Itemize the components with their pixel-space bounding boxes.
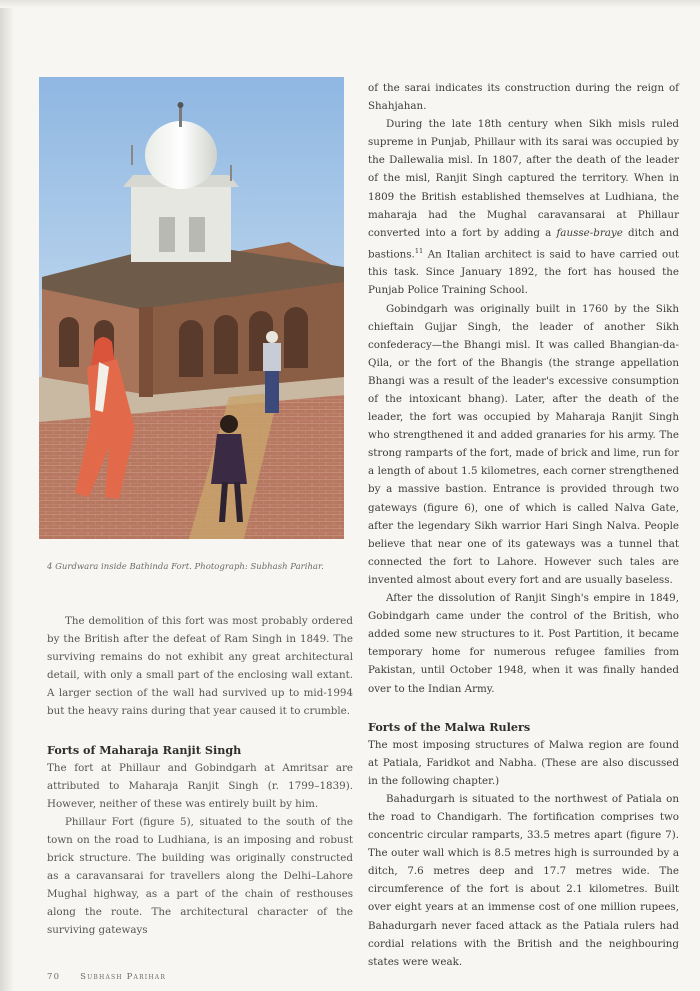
gurdwara-photograph [39,77,344,539]
italic-term: fausse-braye [556,226,623,239]
paragraph: The most imposing structures of Malwa region are found at Patiala, Faridkot and Nabha. (These are also discussed in the following chapter.) [368,738,679,787]
paragraph: The fort at Phillaur and Gobindgarh at Amritsar are attributed to Maharaja Ranjit Singh (r. 1799–1839). However, neither of these was entirely built by him. [47,761,353,810]
page-number: 70 [47,972,61,982]
paragraph: Bahadurgarh is situated to the northwest of Patiala on the road to Chandigarh. The fortification comprises two concentric circular ramparts, 33.5 metres apart (figure 7). The outer wall which is 8.5 metres high is surrounded by a ditch, 7.6 metres deep and 17.7 metres wide. The circumference of the fort is about 2.1 kilometres. Built over eight years at an immense cost of one million rupees, Bahadurgarh never faced attack as the Patiala rulers had cordial relations with the British and the neighbouring states were weak. [368,792,679,968]
paragraph: The demolition of this fort was most probably ordered by the British after the defeat of Ram Singh in 1849. The surviving remains do not exhibit any great architectural detail, with only a small part of the enclosing wall extant. A larger section of the wall had survived up to mid-1994 but the heavy rains during that year caused it to crumble. [47,615,353,718]
page-top-shadow [0,0,700,8]
section-heading-malwa-rulers: Forts of the Malwa Rulers [368,719,531,734]
right-column [368,79,679,971]
section-heading-ranjit-singh: Forts of Maharaja Ranjit Singh [47,742,242,757]
page-footer [47,972,166,982]
running-author: Subhash Parihar [80,972,167,982]
left-column [47,612,353,940]
paragraph: Phillaur Fort (figure 5), situated to the south of the town on the road to Ludhiana, is an imposing and robust brick structure. The building was originally constructed as a caravansarai for travellers along the Delhi–Lahore Mughal highway, as a part of the chain of resthouses along the route. The architectural character of the surviving gateways [47,815,353,937]
paragraph: During the late 18th century when Sikh misls ruled supreme in Punjab, Phillaur with its sarai was occupied by the Dallewalia misl. In 1807, after the death of the leader of the misl, Ranjit Singh captured the territory. When in 1809 the British established themselves at Ludhiana, the maharaja had the Mughal caravansarai at Phillaur converted into a fort by adding a fausse-braye ditch and bastions.$^{11}$ An Italian architect is said to have carried out this task. Since January 1892, the fort has housed the Punjab Police Training School. [368,118,679,297]
page-gutter-shadow [0,0,14,991]
paragraph: Gobindgarh was originally built in 1760 by the Sikh chieftain Gujjar Singh, the leader of another Sikh confederacy—the Bhangi misl. It was called Bhangian-da-Qila, or the fort of the Bhangis (the strange appellation Bhangi was a result of the leader's excessive consumption of the intoxicant bhang). Later, after the death of the leader, the fort was occupied by Maharaja Ranjit Singh who strengthened it and added granaries for his army. The strong ramparts of the fort, made of brick and lime, run for a length of about 1.5 kilometres, each corner strengthened by a massive bastion. Entrance is provided through two gateways (figure 6), one of which is called Nalva Gate, after the legendary Sikh warrior Hari Singh Nalva. People believe that near one of its gateways was a tunnel that connected the fort to Lahore. However such tales are invented almost about every fort and are usually baseless. [368,302,679,586]
paragraph: of the sarai indicates its construction during the reign of Shahjahan. [368,82,679,113]
paragraph: After the dissolution of Ranjit Singh's empire in 1849, Gobindgarh came under the control of the British, who added some new structures to it. Post Partition, it became temporary home for numerous refugee families from Pakistan, until October 1948, when it was finally handed over to the Indian Army. [368,592,679,695]
footnote-marker: 11 [414,246,424,255]
figure-caption: 4 Gurdwara inside Bathinda Fort. Photograph: Subhash Parihar. [47,562,324,572]
